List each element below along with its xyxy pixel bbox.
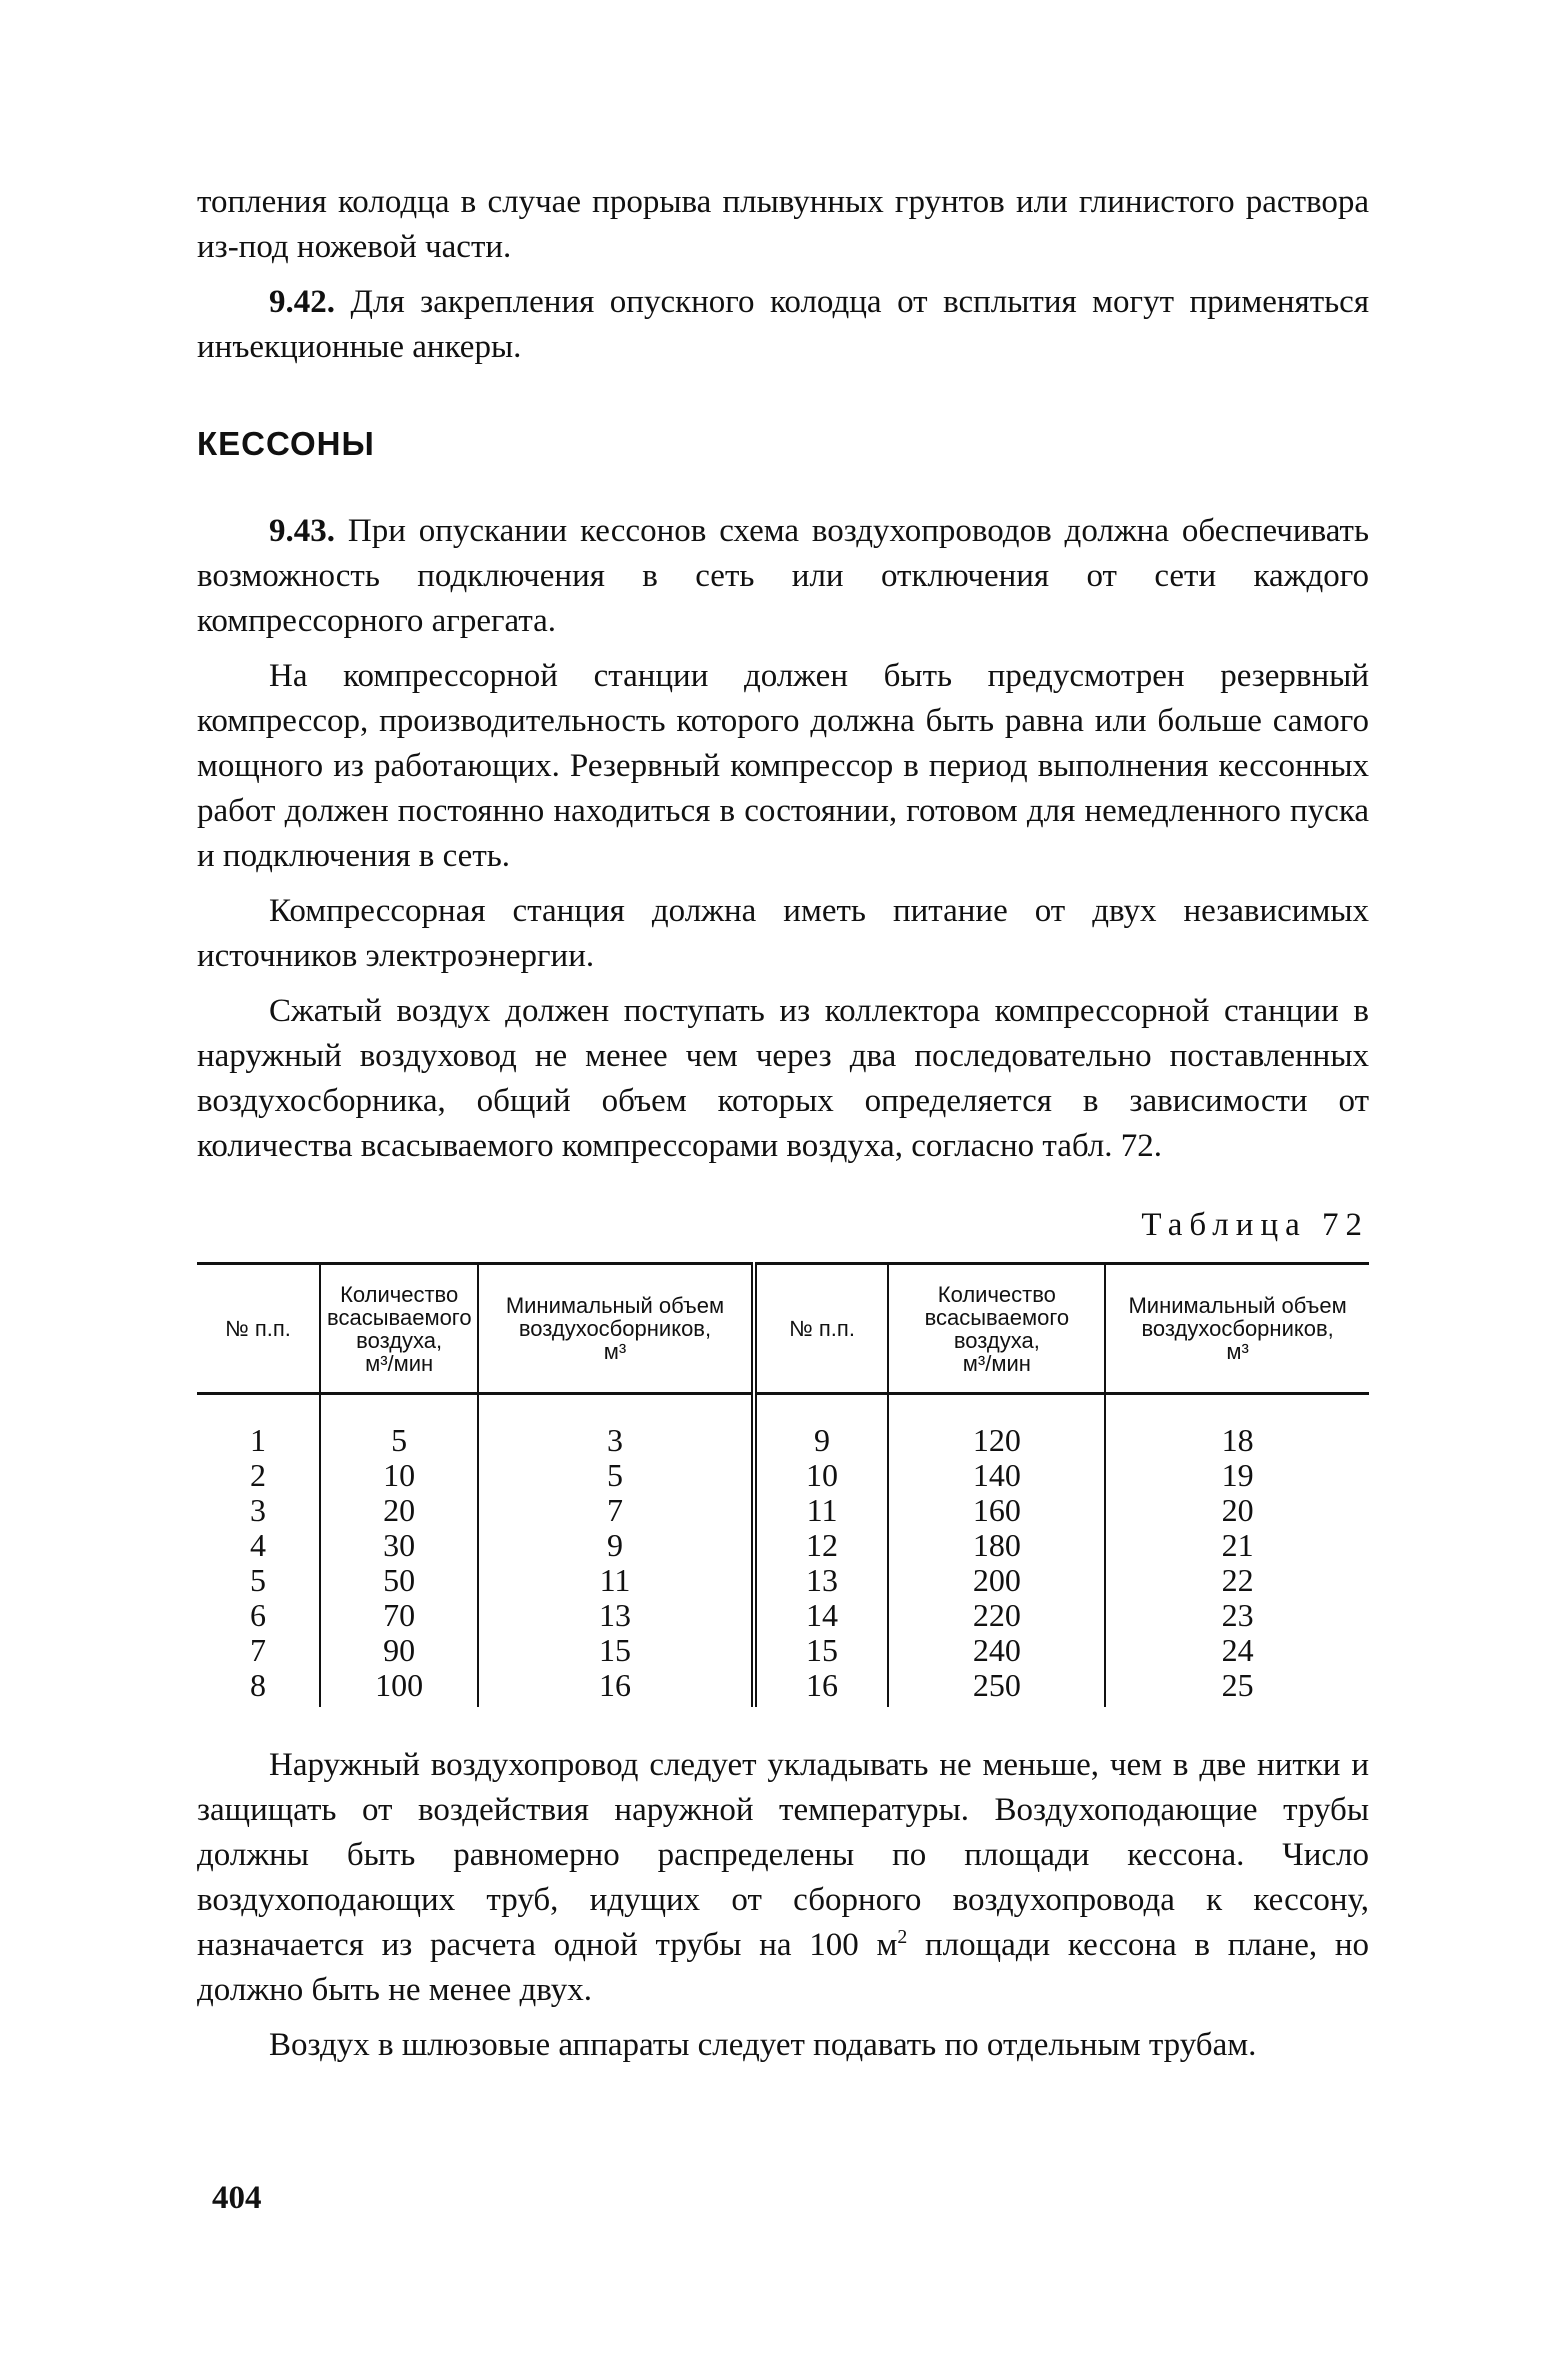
row-number-cell: 7 xyxy=(250,1632,267,1668)
row-number-cell: 14 xyxy=(754,1598,889,1633)
air-quantity-cell: 5 xyxy=(320,1394,478,1459)
paragraph-reserve-compressor: На компрессорной станции должен быть предусмотрен резервный компрессор, производительность которого должна быть равна или больше самого мощного из работающих. Резервный компрессор в период выполнения кессонных работ должен постоянно находиться в состоянии, готовом для немедленного пуска и подключения в сеть. xyxy=(197,658,1369,874)
table-row xyxy=(197,1598,1369,1633)
table-header-row xyxy=(197,1264,1369,1394)
receiver-volume-cell: 16 xyxy=(478,1668,753,1707)
paragraph-9-42 xyxy=(197,280,1369,370)
receiver-volume-cell: 13 xyxy=(478,1598,753,1633)
row-number-cell: 13 xyxy=(754,1563,889,1598)
row-number-cell: 3 xyxy=(250,1492,267,1528)
row-number-cell: 15 xyxy=(754,1633,889,1668)
row-number-cell: 8 xyxy=(250,1667,267,1703)
row-number-cell: 9 xyxy=(754,1394,889,1459)
header-num-2: № п.п. xyxy=(754,1264,889,1394)
page-number: 404 xyxy=(212,2180,262,2216)
receiver-volume-cell: 19 xyxy=(1105,1458,1369,1493)
clause-number: 9.43. xyxy=(269,513,335,549)
receiver-volume-cell: 23 xyxy=(1105,1598,1369,1633)
receiver-volume-cell: 5 xyxy=(478,1458,753,1493)
page-content xyxy=(197,180,1369,2068)
table-row xyxy=(197,1394,1369,1459)
paragraph-text: При опускании кессонов схема воздухопроводов должна обеспечивать возможность подключения в сеть или отключения от сети каждого компрессорного агрегата. xyxy=(197,513,1369,639)
header-qty-1: Количество всасываемого воздуха, м³/мин xyxy=(320,1264,478,1394)
header-vol-2: Минимальный объем воздухосборников, м³ xyxy=(1105,1264,1369,1394)
row-number-cell: 6 xyxy=(250,1597,267,1633)
receiver-volume-cell: 20 xyxy=(1105,1493,1369,1528)
table-row xyxy=(197,1633,1369,1668)
clause-number: 9.42. xyxy=(269,284,335,320)
table-row xyxy=(197,1563,1369,1598)
air-quantity-cell: 180 xyxy=(888,1528,1105,1563)
paragraph-text: Для закрепления опускного колодца от всплытия могут применяться инъекционные анкеры. xyxy=(197,284,1369,365)
receiver-volume-cell: 3 xyxy=(478,1394,753,1459)
table-row xyxy=(197,1493,1369,1528)
row-number-cell: 11 xyxy=(754,1493,889,1528)
paragraph-outer-air-pipe: Наружный воздухопровод следует укладывать не меньше, чем в две нитки и защищать от воздействия наружной температуры. Воздухоподающие трубы должны быть равномерно распределены по площади кессона. Число воздухоподающих труб, идущих от сборного воздухопровода к кессону, назначается из расчета одной трубы на 100 $м^2$ площади кессона в плане, но должно быть не менее двух. xyxy=(197,1747,1369,2008)
row-number-cell: 5 xyxy=(250,1562,267,1598)
air-quantity-cell: 20 xyxy=(320,1493,478,1528)
receiver-volume-cell: 11 xyxy=(478,1563,753,1598)
paragraph-9-43 xyxy=(197,509,1369,644)
paragraph-airlock-air: Воздух в шлюзовые аппараты следует подавать по отдельным трубам. xyxy=(269,2027,1257,2063)
air-quantity-cell: 140 xyxy=(888,1458,1105,1493)
air-quantity-cell: 30 xyxy=(320,1528,478,1563)
air-quantity-cell: 100 xyxy=(320,1668,478,1707)
air-quantity-cell: 120 xyxy=(888,1394,1105,1459)
row-number-cell: 12 xyxy=(754,1528,889,1563)
row-number-cell: 16 xyxy=(754,1668,889,1707)
receiver-volume-cell: 18 xyxy=(1105,1394,1369,1459)
air-quantity-cell: 90 xyxy=(320,1633,478,1668)
air-quantity-cell: 70 xyxy=(320,1598,478,1633)
table-row xyxy=(197,1458,1369,1493)
table-72 xyxy=(197,1262,1369,1707)
row-number-cell: 1 xyxy=(250,1422,267,1458)
paragraph-continuation: топления колодца в случае прорыва плывунных грунтов или глинистого раствора из-под ножевой части. xyxy=(197,184,1369,265)
header-num-1: № п.п. xyxy=(197,1264,320,1394)
table-caption: Таблица 72 xyxy=(1141,1207,1369,1243)
air-quantity-cell: 220 xyxy=(888,1598,1105,1633)
receiver-volume-cell: 7 xyxy=(478,1493,753,1528)
air-quantity-cell: 250 xyxy=(888,1668,1105,1707)
receiver-volume-cell: 21 xyxy=(1105,1528,1369,1563)
air-quantity-cell: 240 xyxy=(888,1633,1105,1668)
header-vol-1: Минимальный объем воздухосборников, м³ xyxy=(478,1264,753,1394)
row-number-cell: 4 xyxy=(250,1527,267,1563)
table-row xyxy=(197,1528,1369,1563)
header-qty-2: Количество всасываемого воздуха, м³/мин xyxy=(888,1264,1105,1394)
receiver-volume-cell: 15 xyxy=(478,1633,753,1668)
paragraph-power-supply: Компрессорная станция должна иметь питание от двух независимых источников электроэнергии. xyxy=(197,893,1369,974)
row-number-cell: 2 xyxy=(250,1457,267,1493)
air-quantity-cell: 200 xyxy=(888,1563,1105,1598)
receiver-volume-cell: 24 xyxy=(1105,1633,1369,1668)
receiver-volume-cell: 22 xyxy=(1105,1563,1369,1598)
row-number-cell: 10 xyxy=(754,1458,889,1493)
table-row xyxy=(197,1668,1369,1707)
air-quantity-cell: 50 xyxy=(320,1563,478,1598)
section-title: КЕССОНЫ xyxy=(197,425,375,462)
receiver-volume-cell: 25 xyxy=(1105,1668,1369,1707)
air-quantity-cell: 10 xyxy=(320,1458,478,1493)
air-quantity-cell: 160 xyxy=(888,1493,1105,1528)
receiver-volume-cell: 9 xyxy=(478,1528,753,1563)
paragraph-compressed-air: Сжатый воздух должен поступать из коллектора компрессорной станции в наружный воздуховод не менее чем через два последовательно поставленных воздухосборника, общий объем которых определяется в зависимости от количества всасываемого компрессорами воздуха, согласно табл. 72. xyxy=(197,993,1369,1164)
